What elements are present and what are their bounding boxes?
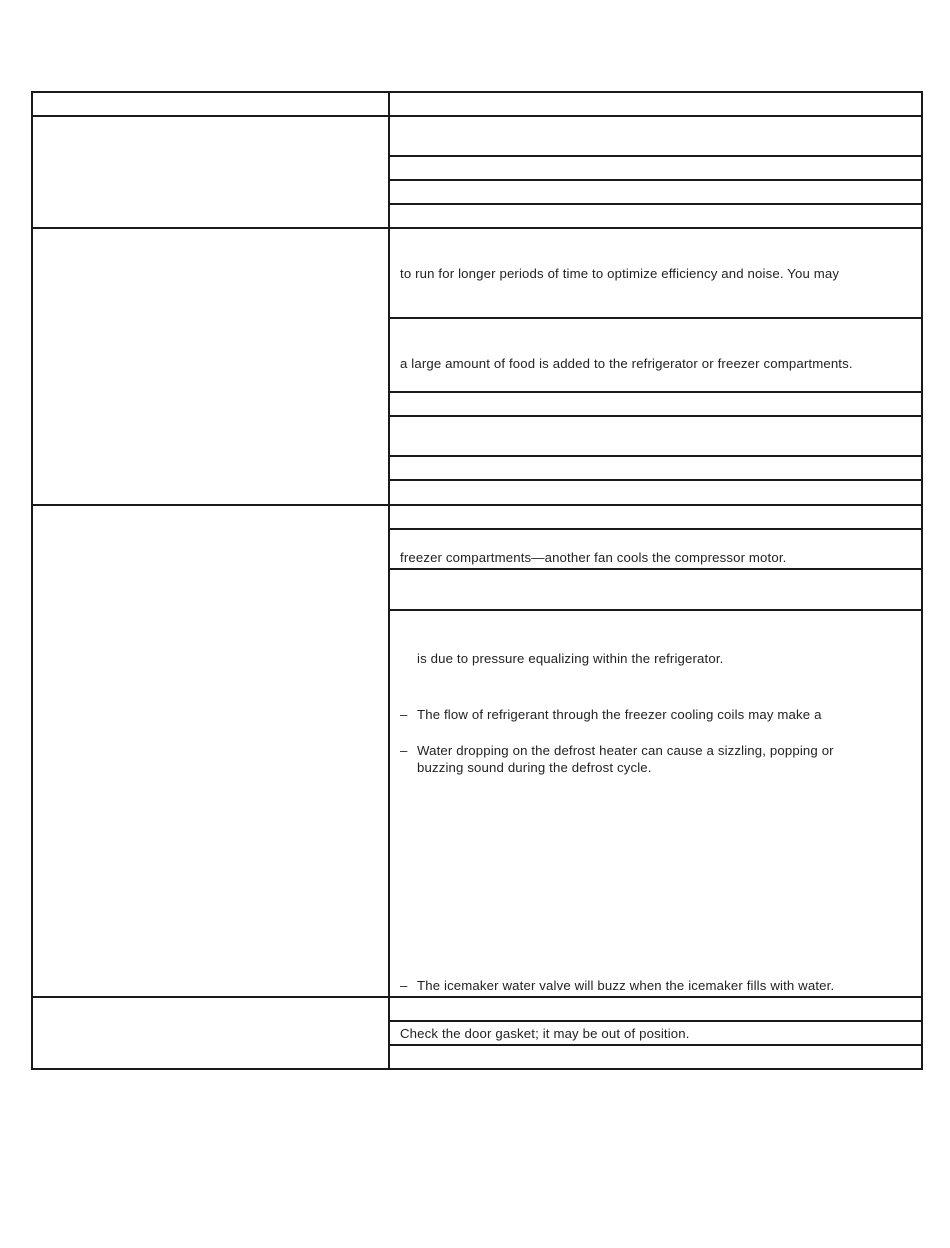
subrow-divider — [388, 391, 923, 393]
row-divider — [31, 504, 923, 506]
subrow-divider — [388, 155, 923, 157]
subrow-divider — [388, 568, 923, 570]
subrow-divider — [388, 179, 923, 181]
bullet-text: buzzing sound during the defrost cycle. — [417, 760, 652, 775]
solution-text: is due to pressure equalizing within the refrigerator. — [417, 651, 724, 666]
table-left-border — [31, 91, 33, 1070]
subrow-divider — [388, 479, 923, 481]
dash-bullet: – — [400, 743, 408, 758]
table-top-border — [31, 91, 923, 93]
table-column-divider — [388, 91, 390, 1070]
table-right-border — [921, 91, 923, 1070]
solution-text: Check the door gasket; it may be out of position. — [400, 1026, 690, 1041]
dash-bullet: – — [400, 978, 408, 993]
subrow-divider — [388, 528, 923, 530]
bullet-text: The icemaker water valve will buzz when the icemaker fills with water. — [417, 978, 835, 993]
row-divider — [31, 996, 923, 998]
bullet-text: Water dropping on the defrost heater can cause a sizzling, popping or — [417, 743, 834, 758]
subrow-divider — [388, 415, 923, 417]
subrow-divider — [388, 1020, 923, 1022]
subrow-divider — [388, 317, 923, 319]
row-divider — [31, 115, 923, 117]
table-bottom-border — [31, 1068, 923, 1070]
solution-text: to run for longer periods of time to optimize efficiency and noise. You may — [400, 266, 840, 281]
solution-text: a large amount of food is added to the refrigerator or freezer compartments. — [400, 356, 853, 371]
dash-bullet: – — [400, 707, 408, 722]
solution-text: freezer compartments—another fan cools the compressor motor. — [400, 550, 787, 565]
bullet-text: The flow of refrigerant through the freezer cooling coils may make a — [417, 707, 822, 722]
subrow-divider — [388, 1044, 923, 1046]
subrow-divider — [388, 609, 923, 611]
row-divider — [31, 227, 923, 229]
subrow-divider — [388, 203, 923, 205]
subrow-divider — [388, 455, 923, 457]
